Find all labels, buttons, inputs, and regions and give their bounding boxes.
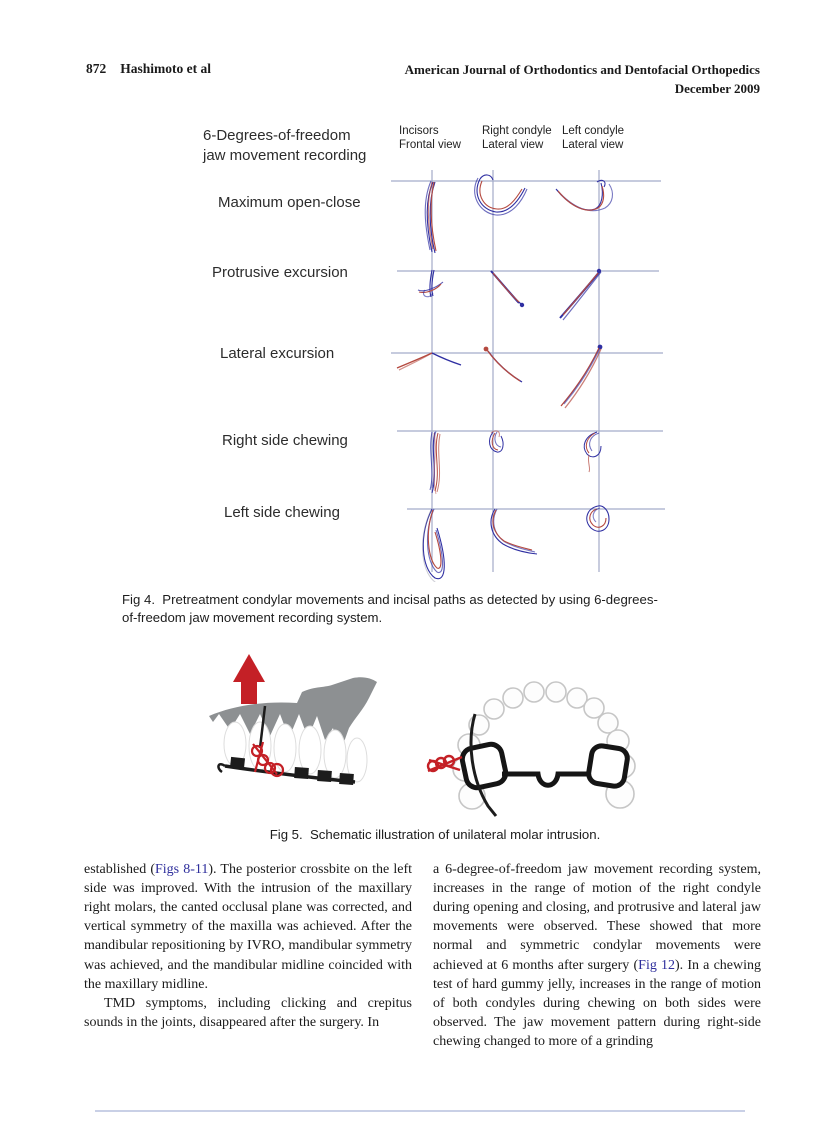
trace-rightchew-incisors <box>430 431 440 494</box>
paragraph: TMD symptoms, including clicking and crepitus sounds in the joints, disappeared after the surgery. In <box>84 995 412 1030</box>
trace-leftchew-right-condyle <box>491 509 537 554</box>
intrusion-arrow-icon <box>233 654 265 704</box>
trace-openclose-incisors <box>425 181 436 253</box>
trace-leftchew-incisors <box>423 509 445 582</box>
fig4-row-label-open-close: Maximum open-close <box>218 194 361 211</box>
fig4-column-header-right-condyle: Right condyle Lateral view <box>482 125 552 152</box>
authors: Hashimoto et al <box>120 61 211 76</box>
bottom-divider <box>95 1110 745 1112</box>
running-head-left <box>86 61 211 77</box>
trace-protrusive-incisors <box>418 270 443 297</box>
fig4-row-label-protrusive: Protrusive excursion <box>212 264 348 281</box>
trace-rightchew-right-condyle <box>490 431 504 452</box>
fig4-row-label-left-chewing: Left side chewing <box>224 504 340 521</box>
fig5-caption: Fig 5. Schematic illustration of unilateral molar intrusion. <box>269 827 601 842</box>
trace-lateral-right-condyle <box>484 347 522 382</box>
body-column-right <box>433 860 761 1051</box>
figure-4 <box>185 120 680 582</box>
trace-protrusive-left-condyle <box>560 269 601 320</box>
running-head-right <box>405 61 760 99</box>
fig4-trace-plots <box>185 120 680 582</box>
paragraph: established (Figs 8-11). The posterior crossbite on the left side was improved. With the intrusion of the maxillary right molars, the canted occlusal plane was corrected, and vertical symmetry of the maxilla was achieved. After the mandibular repositioning by IVRO, mandibular symmetry was achieved, and the mandibular midline coincided with the maxillary midline. <box>84 862 412 992</box>
figure-reference-link[interactable]: Fig 12 <box>638 957 676 973</box>
trace-protrusive-right-condyle <box>491 271 524 307</box>
issue-date: December 2009 <box>674 80 760 96</box>
fig4-column-header-left-condyle: Left condyle Lateral view <box>562 125 625 152</box>
fig5-occlusal-schematic <box>420 646 670 823</box>
trace-lateral-incisors <box>397 353 461 370</box>
fig4-row-label-lateral: Lateral excursion <box>220 345 335 362</box>
trace-lateral-left-condyle <box>561 345 602 408</box>
trace-openclose-left-condyle <box>556 180 612 210</box>
figure-reference-link[interactable]: Figs 8-11 <box>154 862 209 877</box>
fig5-lateral-schematic <box>205 648 425 823</box>
fig4-row-label-right-chewing: Right side chewing <box>222 432 348 449</box>
transpalatal-arch <box>502 774 590 785</box>
fig4-column-header-incisors: Incisors Frontal view <box>399 125 461 152</box>
page-number: 872 <box>86 61 107 76</box>
fig4-title: 6-Degrees-of-freedom jaw movement recording <box>203 127 367 164</box>
trace-leftchew-left-condyle <box>587 506 609 531</box>
fig4-caption: Fig 4. Pretreatment condylar movements and incisal paths as detected by using 6-degrees-of-freedom jaw movement recording system. <box>122 592 658 626</box>
body-column-left <box>84 860 412 1032</box>
journal-title: American Journal of Orthodontics and Dentofacial Orthopedics <box>404 62 760 77</box>
paragraph: a 6-degree-of-freedom jaw movement recording system, increases in the range of motion of the right condyle during opening and closing, and protrusive and lateral jaw movements were observed. These showed that more normal and symmetric condylar movements were achieved at 6 months after surgery (Fig 12). In a chewing test of hard gummy jelly, increases in the range of motion of both condyles during chewing on both sides were observed. The jaw movement pattern during right-side chewing changed to more of a grinding <box>433 862 761 1049</box>
